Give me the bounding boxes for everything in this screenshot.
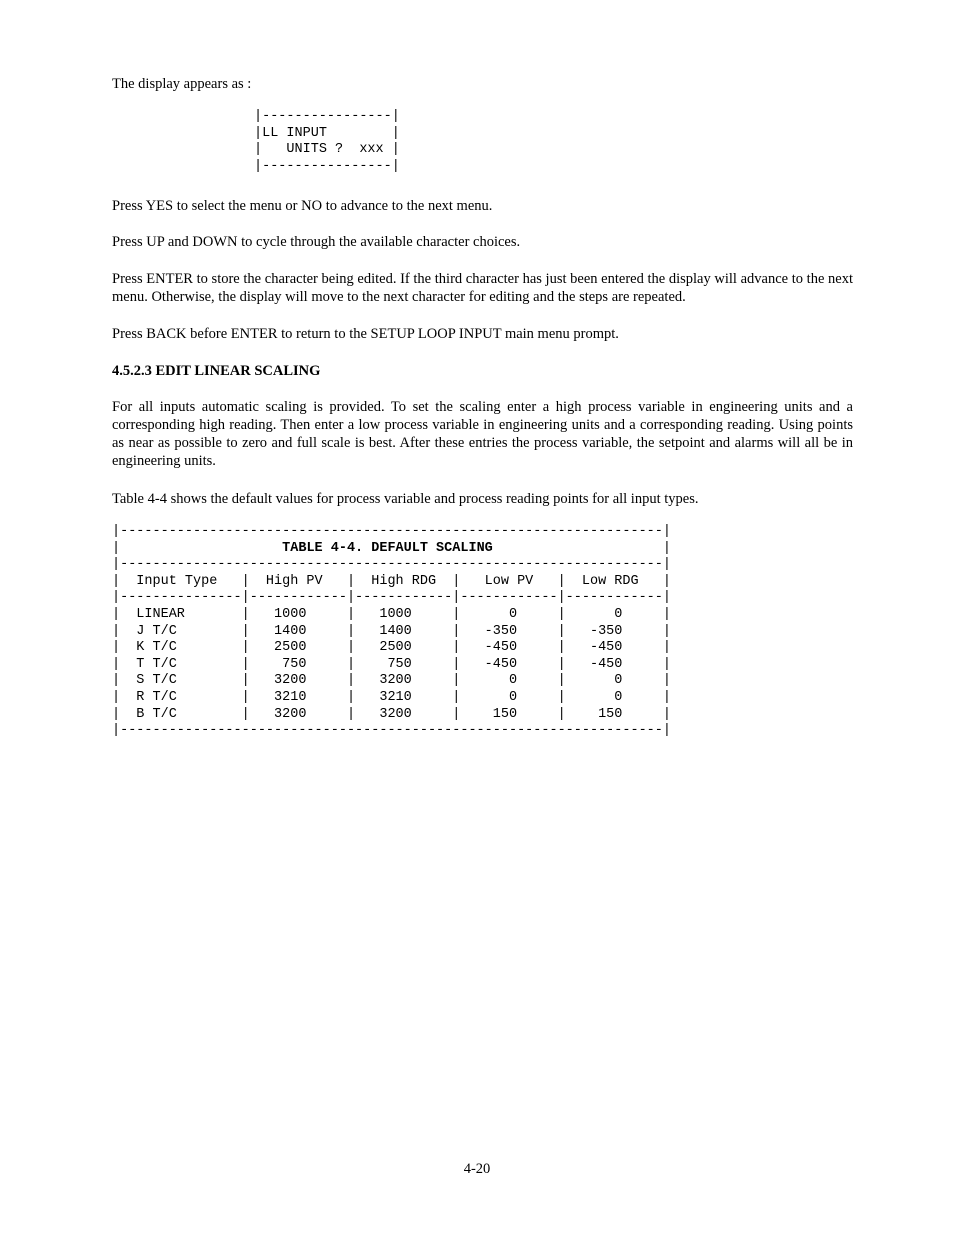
lcd-display: |----------------| |LL INPUT | | UNITS ? xxx | |----------------| xyxy=(254,109,400,174)
paragraph-up-down: Press UP and DOWN to cycle through the available character choices. xyxy=(112,234,521,250)
table-row: | R T/C | 3210 | 3210 | 0 | 0 | xyxy=(112,689,671,705)
paragraph-enter: Press ENTER to store the character being edited. If the third character has just been entered the display will advance to the next menu. Otherwise, the display will move to the next character for editing and the steps are repeated. xyxy=(112,271,853,305)
table-border: |---------------|------------|------------|------------|------------| xyxy=(112,590,671,606)
paragraph-yes-no: Press YES to select the menu or NO to advance to the next menu. xyxy=(112,198,493,214)
default-scaling-table: |-------------------------------------------------------------------| | TABLE 4-4. DEFAULT SCALING | |-------------------------------------------------------------------| | Input Type | High PV | High RDG | Low PV | Low RDG | |---------------|------------|------------|------------|------------| | LINEAR | 1000 | 1000 | 0 | 0 | | J T/C | 1400 | 1400 | -350 | -350 | | K T/C | 2500 | 2500 | -450 | -450 | | T T/C | 750 | 750 | -450 | -450 | | S T/C | 3200 | 3200 | 0 | 0 | | R T/C | 3210 | 3210 | 0 | 0 | | B T/C | 3200 | 3200 | 150 | 150 | |-------------------------------------------------------------------| xyxy=(112,524,672,739)
table-border: |-------------------------------------------------------------------| xyxy=(112,723,671,739)
lcd-line-2: UNITS ? xxx xyxy=(262,142,392,158)
table-row: | T T/C | 750 | 750 | -450 | -450 | xyxy=(112,656,671,672)
section-heading: 4.5.2.3 EDIT LINEAR SCALING xyxy=(112,363,321,379)
table-header-row: | Input Type | High PV | High RDG | Low PV | Low RDG | xyxy=(112,573,671,589)
lcd-border: |----------------| xyxy=(254,109,400,124)
table-row: | S T/C | 3200 | 3200 | 0 | 0 | xyxy=(112,673,671,689)
table-row: | B T/C | 3200 | 3200 | 150 | 150 | xyxy=(112,706,671,722)
table-row: | LINEAR | 1000 | 1000 | 0 | 0 | xyxy=(112,606,671,622)
intro-text: The display appears as : xyxy=(112,76,252,92)
table-row: | J T/C | 1400 | 1400 | -350 | -350 | xyxy=(112,623,671,639)
lcd-line-1: LL INPUT xyxy=(262,125,392,141)
lcd-border: |----------------| xyxy=(254,158,400,174)
table-row: | K T/C | 2500 | 2500 | -450 | -450 | xyxy=(112,640,671,656)
page-number: 4-20 xyxy=(463,1161,491,1177)
table-border: |-------------------------------------------------------------------| xyxy=(112,557,671,573)
paragraph-table-ref: Table 4-4 shows the default values for process variable and process reading points for all input types. xyxy=(112,491,699,507)
paragraph-scaling: For all inputs automatic scaling is provided. To set the scaling enter a high process variable in engineering units and a corresponding high reading. Then enter a low process variable in engineering units and a corresponding reading. Using points as near as possible to zero and full scale is best. After these entries the process variable, the setpoint and alarms will all be in engineering units. xyxy=(112,399,853,469)
table-border: |-------------------------------------------------------------------| xyxy=(112,524,671,539)
table-title: TABLE 4-4. DEFAULT SCALING xyxy=(120,540,663,556)
paragraph-back: Press BACK before ENTER to return to the SETUP LOOP INPUT main menu prompt. xyxy=(112,326,619,342)
